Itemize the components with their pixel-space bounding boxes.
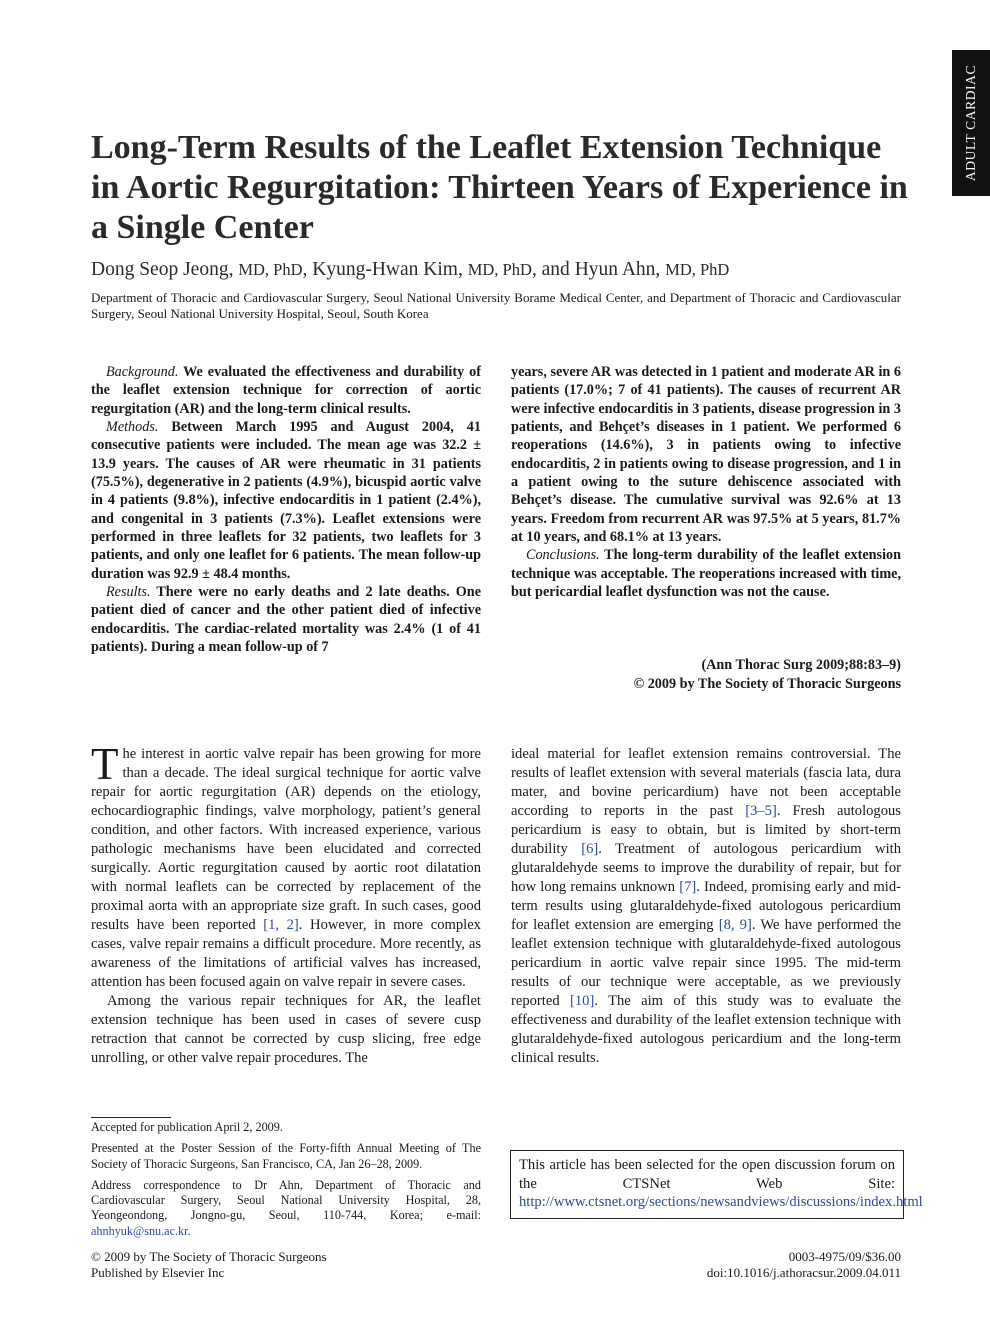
footnote-accepted: Accepted for publication April 2, 2009. (91, 1120, 283, 1134)
abstract-conclusions (511, 546, 901, 601)
body-text: . The aim of this study was to evaluate the effectiveness and durability of the leaflet extension technique with glutaraldehyde-fixed autologous pericardium and the long-term clinical results. (511, 993, 901, 1066)
body-text: . Fresh autologous pericardium is easy to obtain, but is limited by short-term durability (511, 803, 901, 857)
abstract-text: There were no early deaths and 2 late deaths. One patient died of cancer and the other patient died of infective endocarditis. The cardiac-related mortality was 2.4% (1 of 41 patients). During a mean follow-up of 7 (91, 584, 481, 656)
citation-block (511, 656, 901, 693)
body-text: . We have performed the leaflet extension technique with glutaraldehyde-fixed autologous pericardium in aortic valve repair since 1995. The mid-term results of our technique were acceptable, as we previously reported (511, 917, 901, 1009)
affiliation: Department of Thoracic and Cardiovascular Surgery, Seoul National University Borame Medical Center, and Department of Thoracic and Cardiovascular Surgery, Seoul National University Hospital, Seoul, South Korea (91, 290, 901, 321)
footnote-presented: Presented at the Poster Session of the Forty-fifth Annual Meeting of The Society of Thoracic Surgeons, San Francisco, CA, Jan 26–28, 2009. (91, 1141, 481, 1171)
abstract-results-continued: years, severe AR was detected in 1 patient and moderate AR in 6 patients (17.0%; 7 of 41 patients). The causes of recurrent AR were infective endocarditis in 3 patients, disease progression in 3 patients, and Behçet’s diseases in 1 patient. We performed 6 reoperations (14.6%), 3 in patients owing to infective endocarditis, 2 in patients owing to disease progression, and 1 in a patient owing to the suture dehiscence associated with Behçet’s disease. The cumulative survival was 92.6% at 13 years. Freedom from recurrent AR was 97.5% at 5 years, 81.7% at 10 years, and 68.1% at 13 years. (511, 364, 901, 546)
abstract-text: We evaluated the effectiveness and durability of the leaflet extension technique for correction of aortic regurgitation (AR) and the long-term clinical results. (91, 364, 481, 417)
author-degrees: MD, PhD (665, 260, 730, 279)
footer-right (600, 1249, 901, 1280)
reference-link[interactable]: [10] (570, 993, 595, 1009)
abstract-label: Conclusions. (526, 547, 600, 564)
ctsnet-link[interactable]: http://www.ctsnet.org/sections/newsandviews/discussions/index.html (519, 1194, 923, 1210)
body-paragraph (91, 739, 481, 992)
author-separator: , and (531, 259, 575, 280)
body-paragraph: Among the various repair techniques for AR, the leaflet extension technique has been used in cases of severe cusp retraction that cannot be corrected by cusp slicing, free edge unrolling, or other valve repair procedures. The (91, 993, 481, 1066)
abstract-left-column (91, 363, 481, 657)
discussion-forum-box (510, 1150, 923, 1219)
body-right-column (511, 745, 901, 1068)
reference-link[interactable]: [7] (679, 879, 697, 895)
abstract-label: Background. (106, 364, 179, 380)
drop-cap: T (91, 739, 119, 789)
author-name: Hyun Ahn, (574, 259, 666, 280)
citation-copyright: © 2009 by The Society of Thoracic Surgeons (633, 675, 901, 692)
abstract-methods (91, 418, 481, 583)
abstract-text: Between March 1995 and August 2004, 41 consecutive patients were included. The mean age was 32.2 ± 13.9 years. The causes of AR were rheumatic in 31 patients (75.5%), degenerative in 2 patients (4.9%), bicuspid aortic valve in 4 patients (9.8%), infective endocarditis in 1 patient (2.4%), and congenital in 3 patients (7.3%). Leaflet extensions were performed in three leaflets for 32 patients, two leaflets for 3 patients, and only one leaflet for 6 patients. The mean follow-up duration was 92.9 ± 48.4 months. (91, 419, 481, 582)
author-list (91, 257, 931, 283)
footnote-divider (91, 1117, 171, 1118)
abstract-right-column (511, 363, 901, 601)
email-link[interactable]: ahnhyuk@snu.ac.kr (91, 1223, 188, 1238)
footnote-correspondence (91, 1178, 481, 1239)
footnote-text: Address correspondence to Dr Ahn, Department of Thoracic and Cardiovascular Surgery, Seoul National University Hospital, 28, Yeongeondong, Jongno-gu, Seoul, 110-744, Korea; e-mail: (91, 1177, 481, 1223)
author-separator: , (302, 259, 313, 280)
author-degrees: MD, PhD (238, 260, 303, 279)
reference-link[interactable]: [6] (581, 841, 599, 857)
footer-copyright: © 2009 by The Society of Thoracic Surgeons (91, 1249, 327, 1264)
body-paragraph (511, 745, 901, 1068)
footer-doi: doi:10.1016/j.athoracsur.2009.04.011 (706, 1264, 901, 1280)
abstract-label: Methods. (106, 419, 159, 436)
reference-link[interactable]: [1, 2] (263, 917, 299, 933)
body-text: ideal material for leaflet extension remains controversial. The results of leaflet extension with several materials (fascia lata, dura mater, and bovine pericardium) have not been acceptable according to reports in the past (511, 746, 901, 819)
author-degrees: MD, PhD (467, 260, 532, 279)
footnotes (91, 1120, 481, 1245)
article-title: Long-Term Results of the Leaflet Extension Technique in Aortic Regurgitation: Thirteen Years of Experience in a Single Center (91, 129, 908, 246)
body-text: . However, in more complex cases, valve repair remains a difficult procedure. More recently, as awareness of the limitations of artificial valves has increased, attention has been focused again on valve repair in severe cases. (91, 917, 481, 990)
abstract-background (91, 363, 481, 418)
discussion-text: This article has been selected for the open discussion forum on the CTSNet Web Site: (519, 1157, 895, 1192)
section-tab-label: ADULT CARDIAC (963, 64, 978, 182)
abstract-text: The long-term durability of the leaflet extension technique was acceptable. The reoperations increased with time, but pericardial leaflet dysfunction was not the cause. (511, 547, 901, 601)
abstract-label: Results. (106, 584, 151, 601)
body-text: . Treatment of autologous pericardium with glutaraldehyde seems to improve the durability of repair, but for how long remains unknown (511, 841, 901, 895)
abstract-results (91, 583, 481, 656)
body-left-column (91, 739, 481, 1068)
footer-left (91, 1249, 327, 1280)
section-tab (952, 50, 990, 196)
footnote-text: . (187, 1223, 191, 1238)
body-text: he interest in aortic valve repair has been growing for more than a decade. The ideal surgical technique for aortic valve repair for aortic regurgitation (AR) depends on the etiology, echocardiographic findings, valve morphology, patient’s general condition, and other factors. With increased experience, various pathologic mechanisms have been elucidated and corrected surgically. Aortic regurgitation caused by aortic root dilatation with normal leaflets can be corrected by replacement of the proximal aorta with an appropriate size graft. In such cases, good results have been reported (91, 746, 481, 933)
author-name: Dong Seop Jeong, (91, 259, 239, 280)
footer-publisher: Published by Elsevier Inc (91, 1264, 225, 1280)
footer-price: 0003-4975/09/$36.00 (788, 1249, 901, 1264)
journal-citation: (Ann Thorac Surg 2009;88:83–9) (701, 657, 901, 673)
reference-link[interactable]: [3–5] (745, 803, 777, 819)
reference-link[interactable]: [8, 9] (718, 917, 752, 933)
author-name: Kyung-Hwan Kim, (312, 259, 468, 280)
body-text: . Indeed, promising early and mid-term results using glutaraldehyde-fixed autologous pericardium for leaflet extension are emerging (511, 879, 901, 933)
